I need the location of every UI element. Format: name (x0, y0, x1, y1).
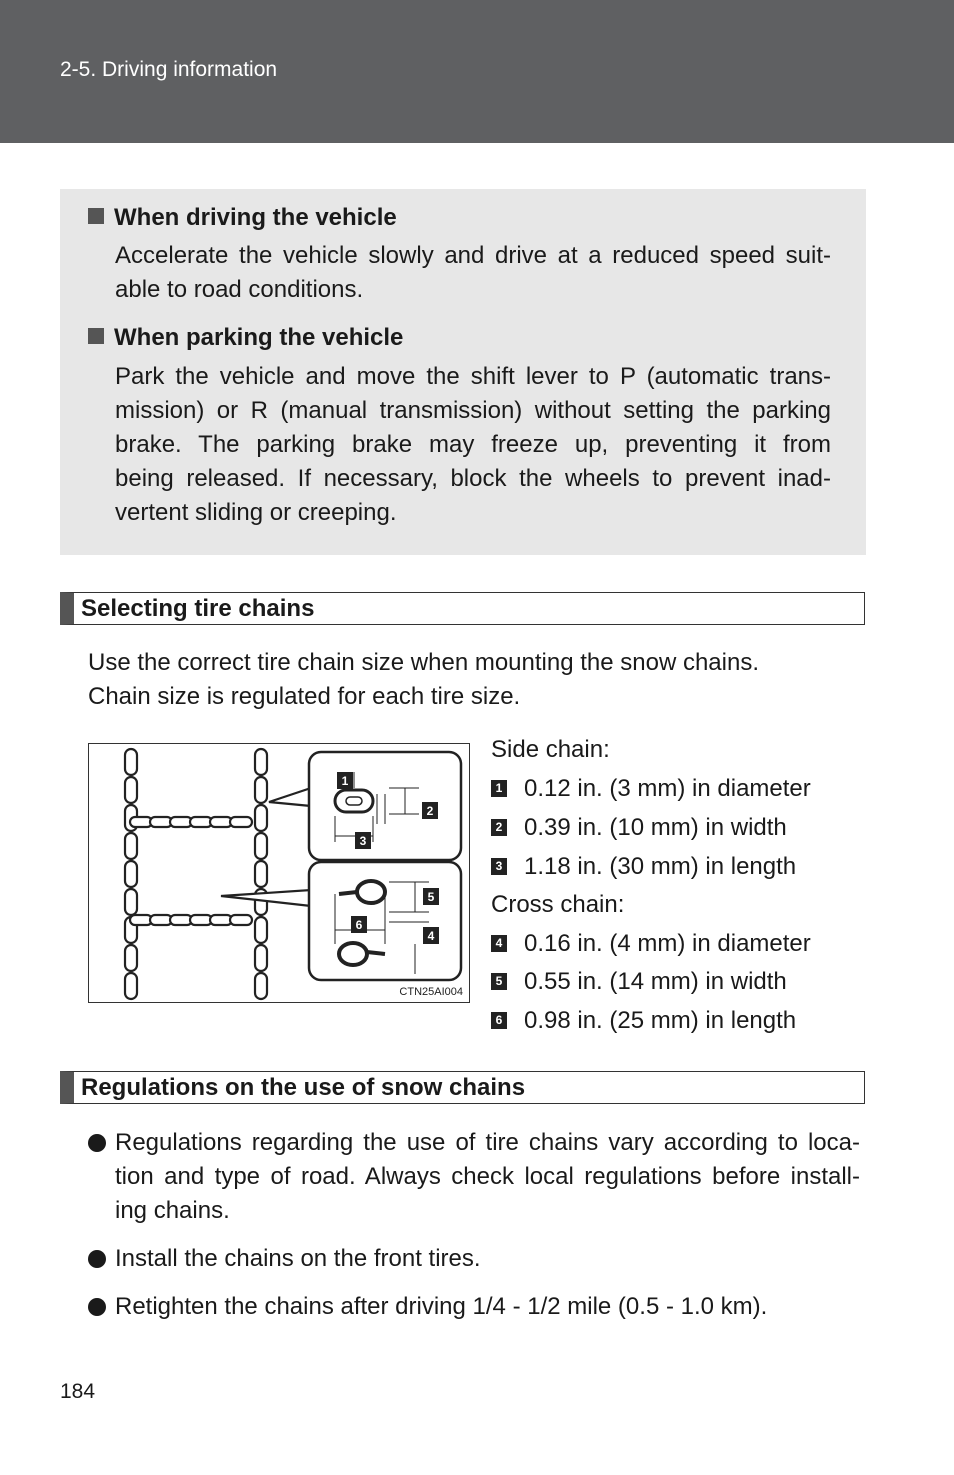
spec-item: 3 1.18 in. (30 mm) in length (491, 850, 796, 884)
svg-text:6: 6 (355, 918, 363, 932)
square-bullet-icon (88, 208, 104, 224)
number-badge: 6 (491, 1012, 507, 1029)
number-badge: 2 (491, 819, 507, 836)
bullet-dot-icon (88, 1134, 106, 1152)
bullet-dot-icon (88, 1250, 106, 1268)
bullet-dot-icon (88, 1298, 106, 1316)
tire-chain-illustration (89, 744, 469, 1002)
page-header (0, 0, 954, 143)
spec-item: 2 0.39 in. (10 mm) in width (491, 811, 787, 845)
cross-chain-label: Cross chain: (491, 891, 625, 918)
regulations-heading: Regulations on the use of snow chains (60, 1071, 865, 1104)
lower-cross-chain (130, 915, 252, 925)
number-badge: 5 (491, 973, 507, 990)
left-side-chain (125, 749, 137, 999)
spec-item: 6 0.98 in. (25 mm) in length (491, 1004, 796, 1038)
svg-text:4: 4 (427, 929, 435, 943)
right-side-chain (255, 749, 267, 999)
selecting-intro: Use the correct tire chain size when mounting the snow chains. Chain size is regulated for each tire size. (88, 649, 760, 710)
driving-heading: When driving the vehicle (88, 204, 397, 232)
square-bullet-icon (88, 328, 104, 344)
number-badge: 1 (491, 780, 507, 797)
driving-text: Accelerate the vehicle slowly and drive at a reduced speed suit- able to road conditions. (115, 242, 831, 303)
svg-text:2: 2 (426, 804, 434, 818)
info-box (60, 189, 866, 555)
page-number: 184 (60, 1380, 96, 1403)
number-badge: 3 (491, 858, 507, 875)
spec-item: 4 0.16 in. (4 mm) in diameter (491, 927, 811, 961)
selecting-heading: Selecting tire chains (60, 592, 865, 625)
parking-heading: When parking the vehicle (88, 324, 403, 352)
spec-item: 5 0.55 in. (14 mm) in width (491, 965, 787, 999)
parking-text: Park the vehicle and move the shift lever to P (automatic trans- mission) or R (manual transmission) without setting the parking brake. The parking brake may freeze up, preventing it from being released. If necessary, block the wheels to prevent inad- vertent sliding or creeping. (115, 363, 831, 526)
number-badge: 4 (491, 935, 507, 952)
side-chain-label: Side chain: (491, 736, 610, 763)
svg-text:3: 3 (359, 834, 367, 848)
figure-code: CTN25AI004 (399, 986, 463, 998)
upper-cross-chain (130, 817, 252, 827)
tire-chain-figure (88, 743, 470, 1003)
spec-item: 1 0.12 in. (3 mm) in diameter (491, 772, 811, 806)
section-label: 2-5. Driving information (60, 58, 278, 81)
svg-text:5: 5 (427, 890, 435, 904)
svg-text:1: 1 (341, 774, 349, 788)
